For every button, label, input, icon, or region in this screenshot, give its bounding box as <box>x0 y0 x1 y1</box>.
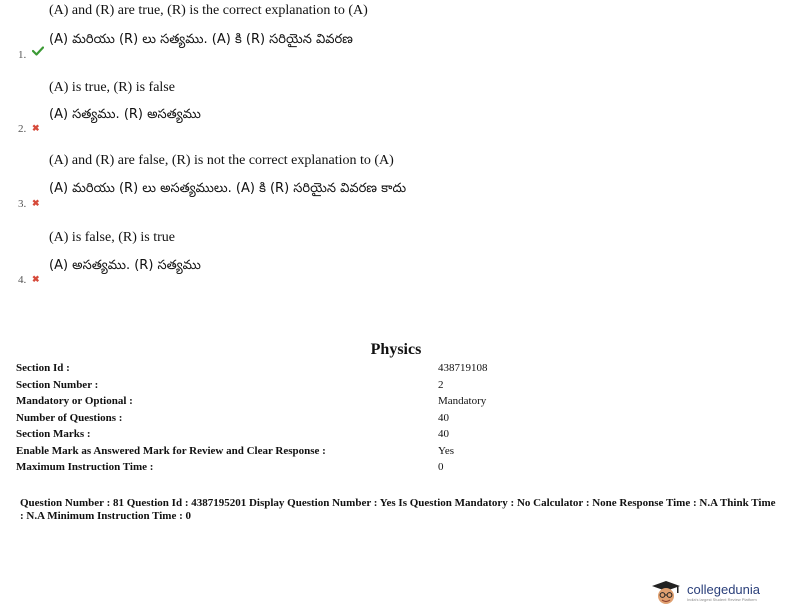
graduate-avatar-icon <box>651 580 681 606</box>
mandatory-value: Mandatory <box>438 395 487 407</box>
option-3-telugu: (A) మరియు (R) లు అసత్యములు. (A) కి (R) సరియైన వివరణ కాదు <box>49 181 407 196</box>
collegedunia-logo <box>651 578 787 606</box>
option-4-english: (A) is false, (R) is true <box>49 230 175 245</box>
section-id-value: 438719108 <box>438 362 488 374</box>
section-number-label: Section Number : <box>16 378 99 391</box>
option-2-english: (A) is true, (R) is false <box>49 80 175 95</box>
brand-name: collegedunia <box>687 582 761 597</box>
mark-review-row <box>16 445 576 462</box>
question-count-value: 40 <box>438 411 449 424</box>
option-2-telugu: (A) సత్యము. (R) అసత్యము <box>49 107 201 122</box>
option-3-number: 3. <box>18 198 27 210</box>
section-details <box>16 362 576 478</box>
section-id-row <box>16 362 576 379</box>
option-4-telugu: (A) అసత్యము. (R) సత్యము <box>49 258 201 273</box>
instruction-time-row <box>16 461 576 478</box>
mark-review-label: Enable Mark as Answered Mark for Review and Clear Response : <box>16 444 326 457</box>
mandatory-label: Mandatory or Optional : <box>16 395 133 407</box>
instruction-time-value: 0 <box>438 461 444 473</box>
question-count-label: Number of Questions : <box>16 411 123 424</box>
instruction-time-label: Maximum Instruction Time : <box>16 461 154 473</box>
question-info: Question Number : 81 Question Id : 4387195201 Display Question Number : Yes Is Question Mandatory : No Calculator : None Response Time : N.A Think Time : N.A Minimum Instruction Time : 0 <box>20 497 776 522</box>
option-2-number: 2. <box>18 123 27 135</box>
checkmark-icon <box>32 46 44 59</box>
cross-icon: ✖ <box>32 123 40 133</box>
brand-tagline: India's largest Student Review Platform <box>687 597 757 602</box>
section-marks-label: Section Marks : <box>16 428 91 440</box>
section-number-row <box>16 379 576 396</box>
option-1-number: 1. <box>18 49 27 61</box>
section-marks-value: 40 <box>438 428 449 440</box>
option-1-english: (A) and (R) are true, (R) is the correct explanation to (A) <box>49 3 368 18</box>
cross-icon: ✖ <box>32 274 40 284</box>
section-title: Physics <box>370 341 422 358</box>
option-3-english: (A) and (R) are false, (R) is not the correct explanation to (A) <box>49 153 394 168</box>
section-marks-row <box>16 428 576 445</box>
section-number-value: 2 <box>438 378 444 391</box>
question-count-row <box>16 412 576 429</box>
cross-icon: ✖ <box>32 198 40 208</box>
option-1-telugu: (A) మరియు (R) లు సత్యము. (A) కి (R) సరియైన వివరణ <box>49 32 353 47</box>
mark-review-value: Yes <box>438 444 455 457</box>
mandatory-row <box>16 395 576 412</box>
option-4-number: 4. <box>18 274 27 286</box>
section-id-label: Section Id : <box>16 362 70 374</box>
